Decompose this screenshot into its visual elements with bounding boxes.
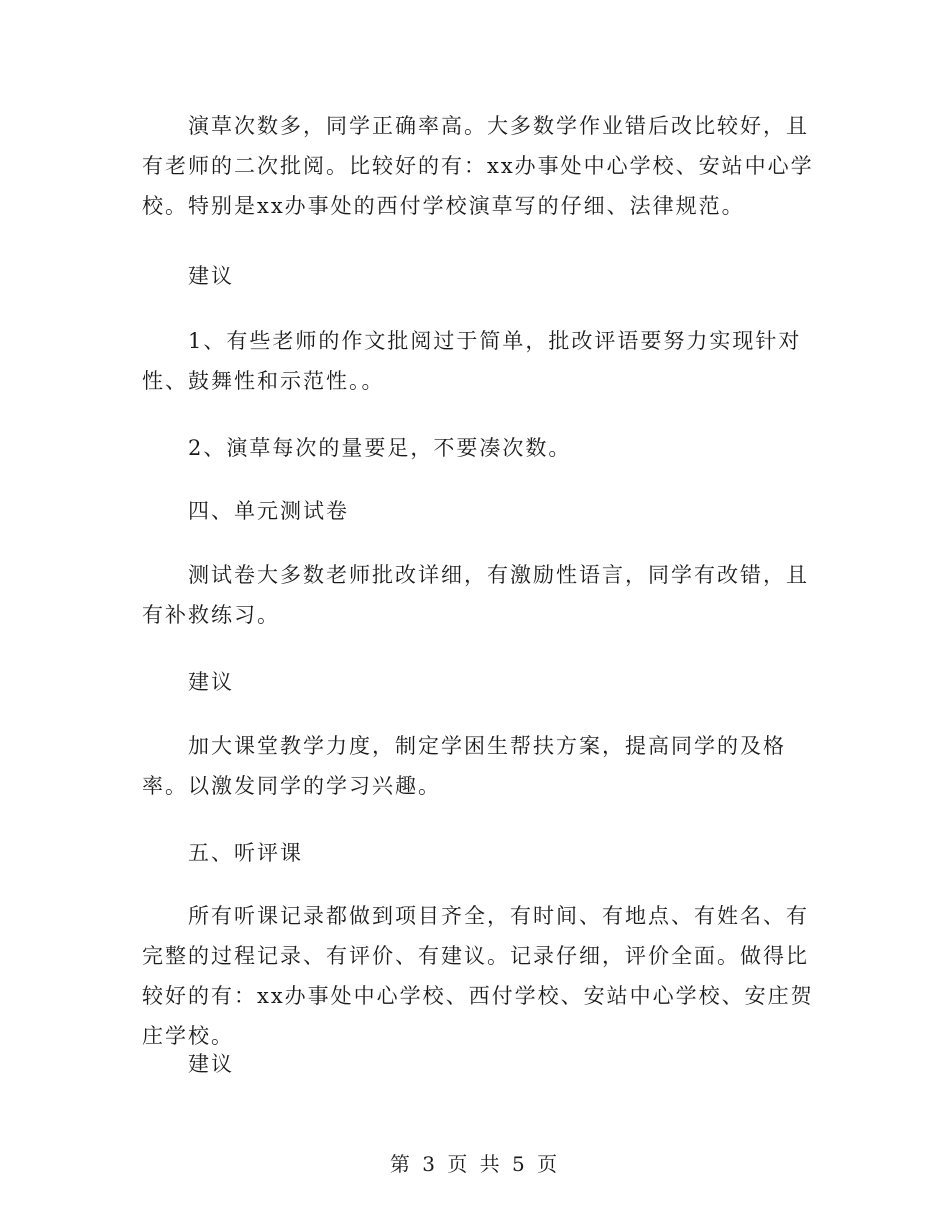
paragraph-suggestion-item-2: 2、演草每次的量要足，不要凑次数。 <box>188 436 572 460</box>
page-number-footer: 第 3 页 共 5 页 <box>389 1152 561 1176</box>
heading-suggestion-1: 建议 <box>188 264 234 288</box>
paragraph-suggestion-item-1: 1、有些老师的作文批阅过于简单，批改评语要努力实现针对性、鼓舞性和示范性。。 <box>142 329 802 393</box>
heading-suggestion-2: 建议 <box>188 670 234 694</box>
heading-suggestion-3: 建议 <box>188 1052 234 1076</box>
heading-lesson-evaluation: 五、听评课 <box>188 841 303 865</box>
paragraph-classroom-teaching: 加大课堂教学力度，制定学困生帮扶方案，提高同学的及格率。以激发同学的学习兴趣。 <box>142 734 786 798</box>
paragraph-unit-test: 测试卷大多数老师批改详细，有激励性语言，同学有改错，且有补救练习。 <box>142 563 809 627</box>
paragraph-exercise-practice: 演草次数多，同学正确率高。大多数学作业错后改比较好，且有老师的二次批阅。比较好的有：xx办事处中心学校、安站中心学校。特别是xx办事处的西付学校演草写的仔细、法律规范。 <box>142 114 814 218</box>
heading-unit-test: 四、单元测试卷 <box>188 499 349 523</box>
paragraph-lesson-records: 所有听课记录都做到项目齐全，有时间、有地点、有姓名、有完整的过程记录、有评价、有建议。记录仔细，评价全面。做得比较好的有：xx办事处中心学校、西付学校、安站中心学校、安庄贺庄学校。 <box>142 904 814 1048</box>
